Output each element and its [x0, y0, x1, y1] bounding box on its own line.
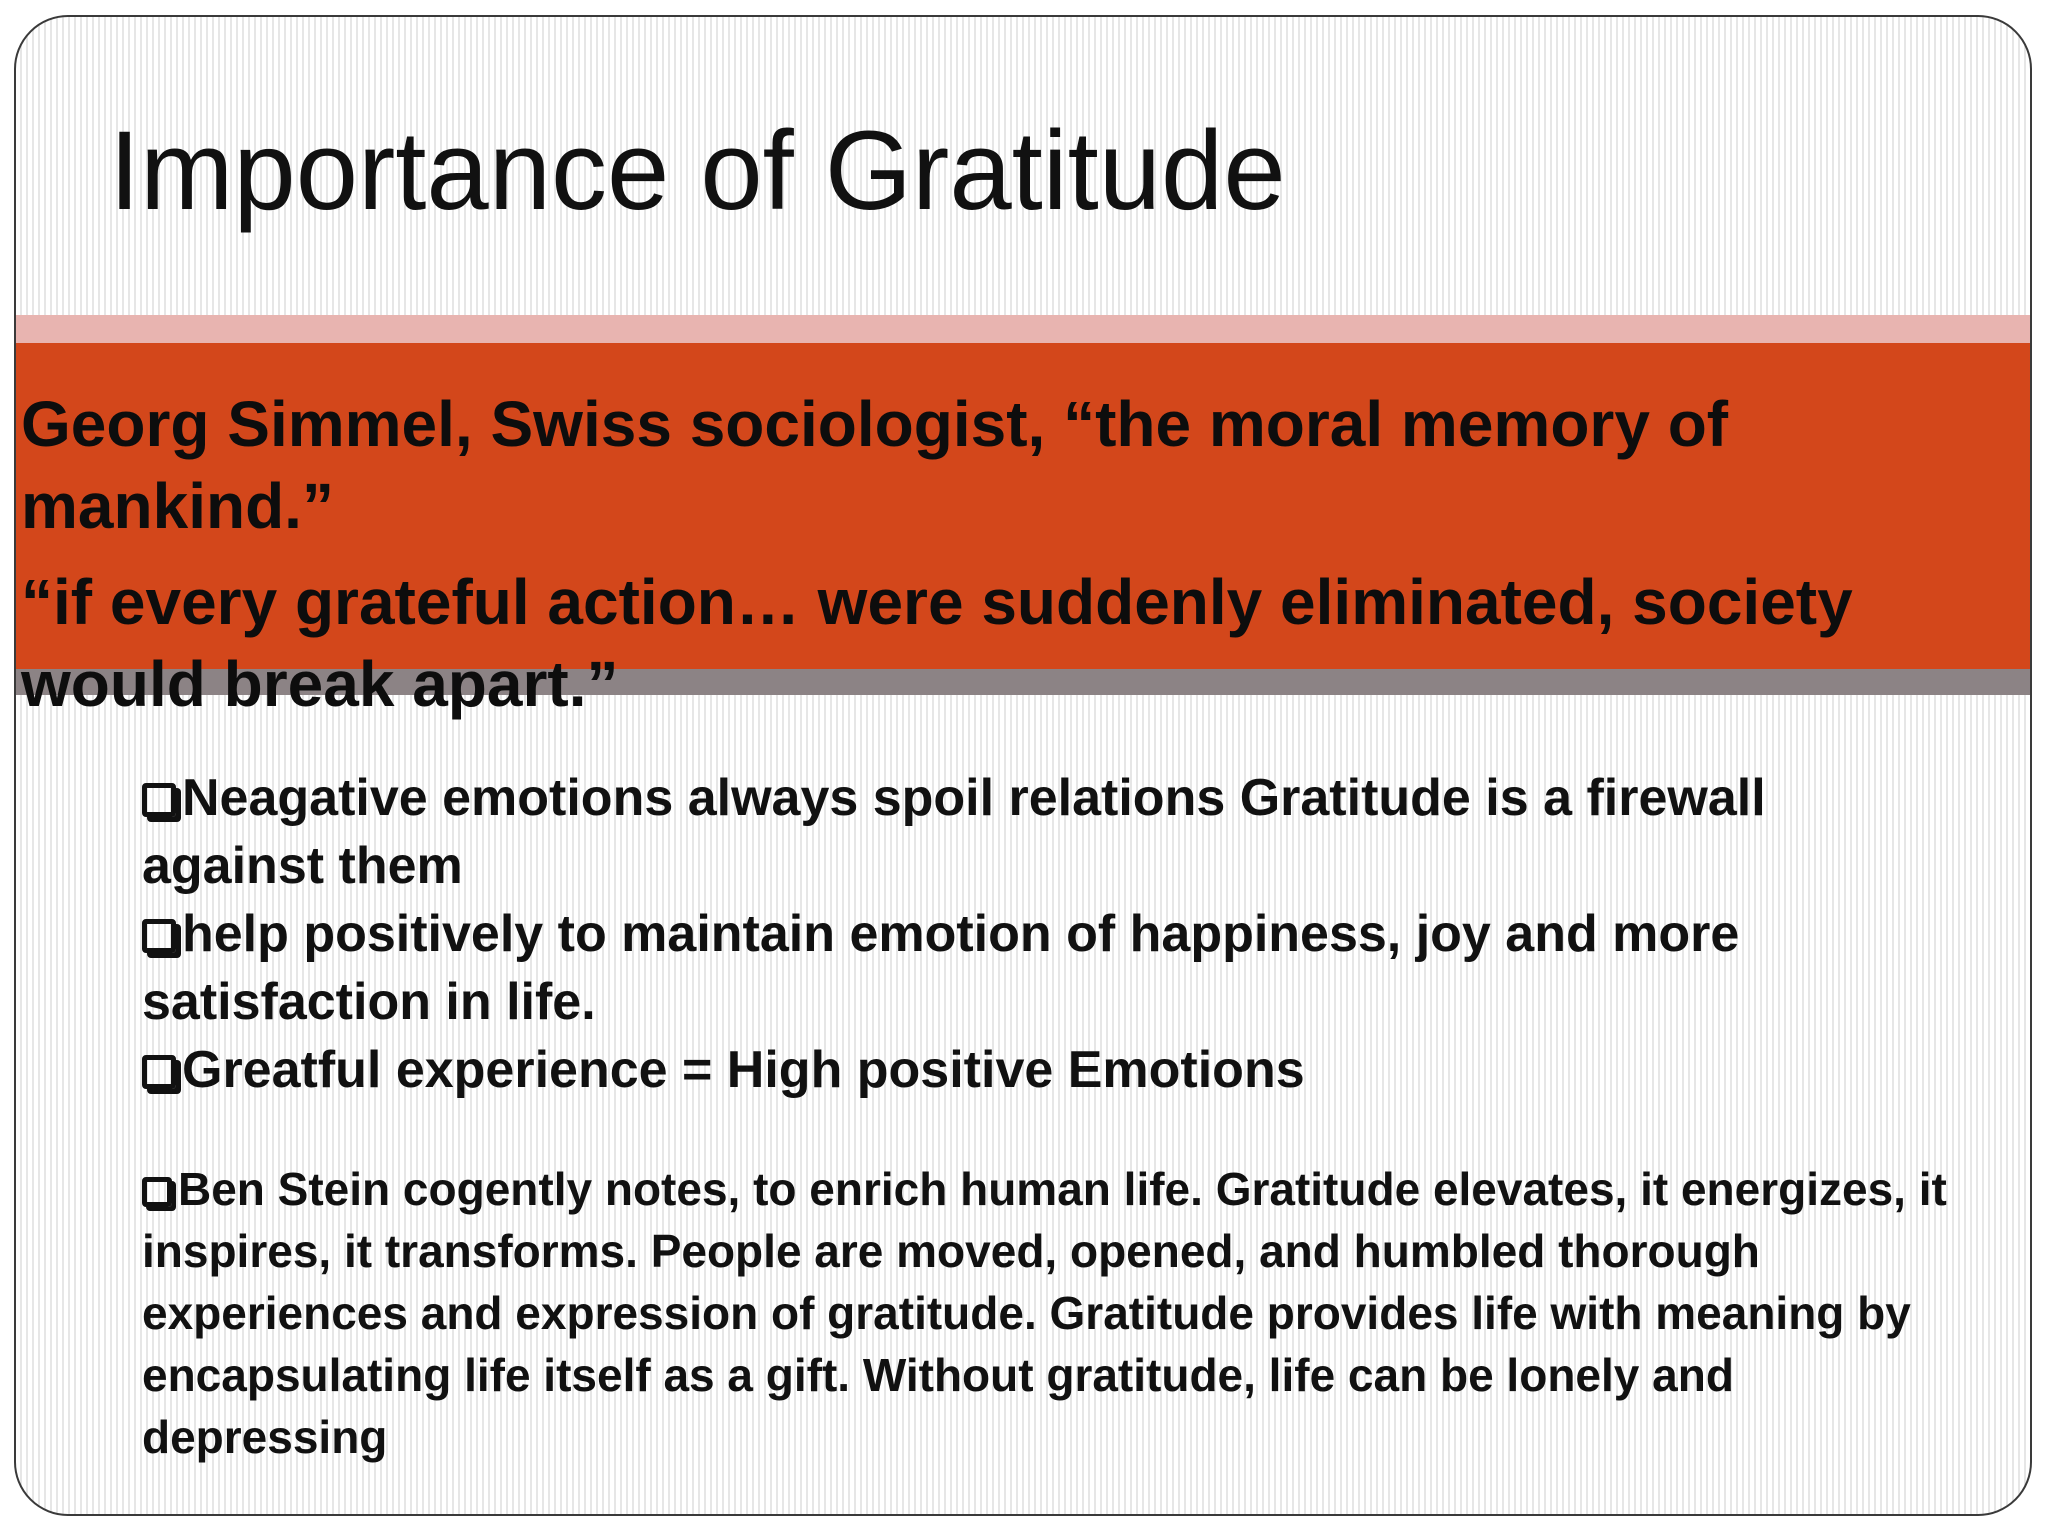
bullet-item: [142, 1036, 1962, 1104]
checkbox-square-icon: [142, 1055, 176, 1089]
checkbox-square-icon: [142, 783, 176, 817]
checkbox-square-icon: [142, 1177, 172, 1207]
bullet-text: Neagative emotions always spoil relations Gratitude is a firewall against them: [142, 769, 1766, 895]
checkbox-square-icon: [142, 919, 176, 953]
bullet-list: [142, 764, 1962, 1468]
bullet-item: [142, 900, 1962, 1036]
quote-block: [21, 383, 2016, 739]
bullet-item: [142, 764, 1962, 900]
quote-attribution: Georg Simmel, Swiss sociologist, “the moral memory of mankind.”: [21, 388, 1729, 542]
slide: [14, 15, 2032, 1516]
bullet-text: Ben Stein cogently notes, to enrich human life. Gratitude elevates, it energizes, it inspires, it transforms. People are moved, opened, and humbled thorough experiences and expression of gratitude. Gratitude provides life with meaning by encapsulating life itself as a gift. Without gratitude, life can be lonely and depressing: [142, 1163, 1947, 1463]
slide-title: Importance of Gratitude: [109, 108, 1286, 233]
accent-band-top: [16, 315, 2030, 343]
bullet-text: Greatful experience = High positive Emotions: [182, 1041, 1305, 1099]
bullet-text: help positively to maintain emotion of happiness, joy and more satisfaction in life.: [142, 905, 1740, 1031]
bullet-item: [142, 1158, 1962, 1468]
quote-text: “if every grateful action… were suddenly eliminated, society would break apart.”: [21, 566, 1853, 720]
